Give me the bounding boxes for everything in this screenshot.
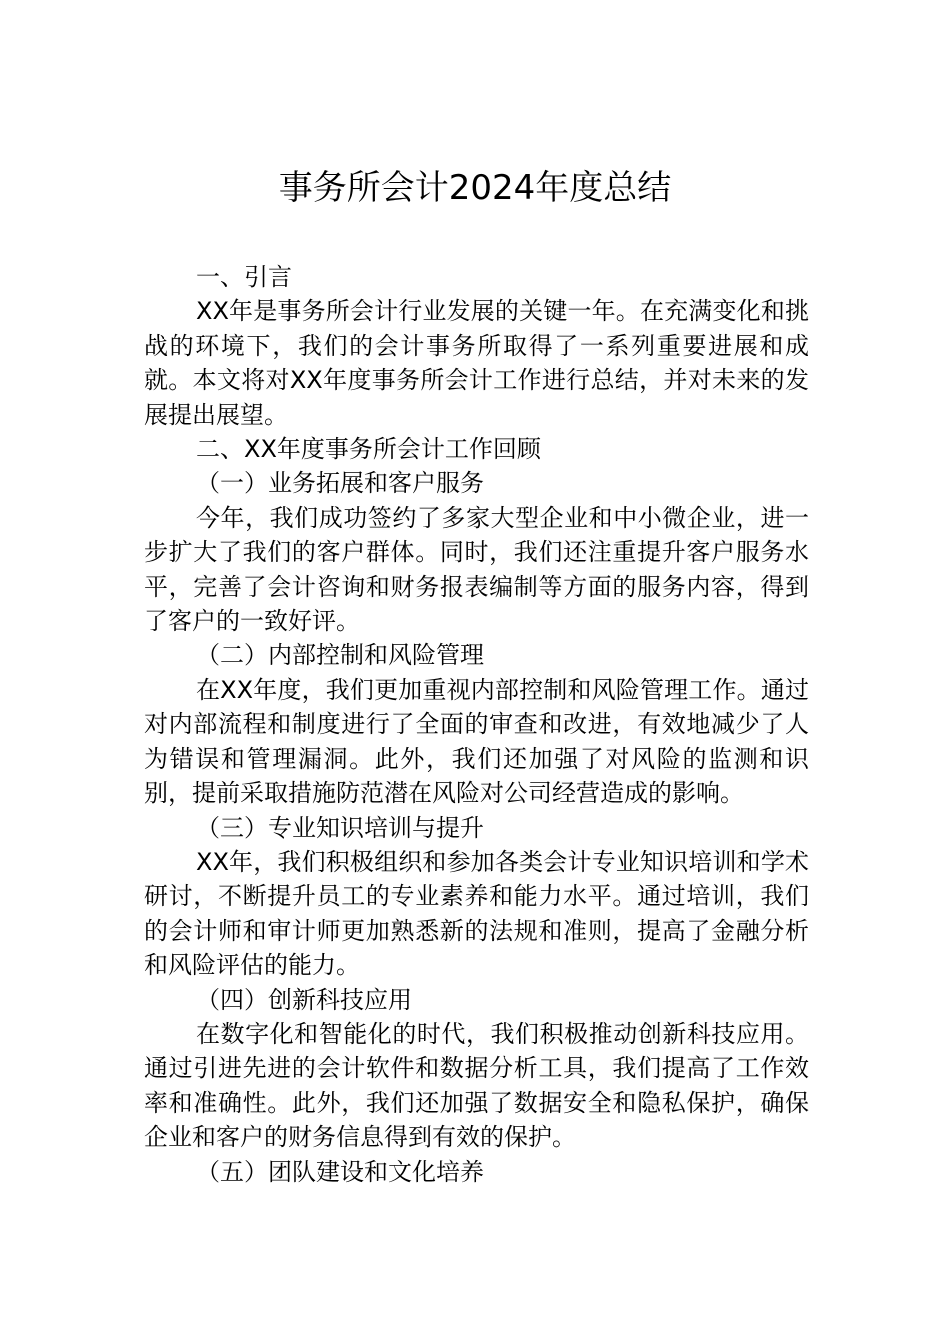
section-heading-introduction: 一、引言 bbox=[196, 263, 292, 291]
paragraph-business: 今年，我们成功签约了多家大型企业和中小微企业，进一步扩大了我们的客户群体。同时，我们还注重提升客户服务水平，完善了会计咨询和财务报表编制等方面的服务内容，得到了客户的一致好评。 bbox=[144, 503, 809, 636]
document-title: 事务所会计2024年度总结 bbox=[278, 168, 672, 208]
paragraph-introduction: XX年是事务所会计行业发展的关键一年。在充满变化和挑战的环境下，我们的会计事务所取得了一系列重要进展和成就。本文将对XX年度事务所会计工作进行总结，并对未来的发展提出展望。 bbox=[144, 297, 809, 429]
subsection-heading-team: （五）团队建设和文化培养 bbox=[196, 1157, 484, 1186]
document-body bbox=[144, 260, 809, 1189]
subsection-heading-control: （二）内部控制和风险管理 bbox=[196, 641, 484, 670]
subsection-heading-technology: （四）创新科技应用 bbox=[196, 985, 412, 1014]
section-heading-review: 二、XX年度事务所会计工作回顾 bbox=[196, 435, 541, 464]
paragraph-control: 在XX年度，我们更加重视内部控制和风险管理工作。通过对内部流程和制度进行了全面的审查和改进，有效地减少了人为错误和管理漏洞。此外，我们还加强了对风险的监测和识别，提前采取措施防范潜在风险对公司经营造成的影响。 bbox=[144, 675, 809, 808]
paragraph-technology: 在数字化和智能化的时代，我们积极推动创新科技应用。通过引进先进的会计软件和数据分析工具，我们提高了工作效率和准确性。此外，我们还加强了数据安全和隐私保护，确保企业和客户的财务信息得到有效的保护。 bbox=[144, 1019, 809, 1152]
subsection-heading-training: （三）专业知识培训与提升 bbox=[196, 813, 484, 842]
subsection-heading-business: （一）业务拓展和客户服务 bbox=[196, 469, 484, 498]
paragraph-training: XX年，我们积极组织和参加各类会计专业知识培训和学术研讨，不断提升员工的专业素养和能力水平。通过培训，我们的会计师和审计师更加熟悉新的法规和准则，提高了金融分析和风险评估的能力。 bbox=[144, 847, 809, 980]
